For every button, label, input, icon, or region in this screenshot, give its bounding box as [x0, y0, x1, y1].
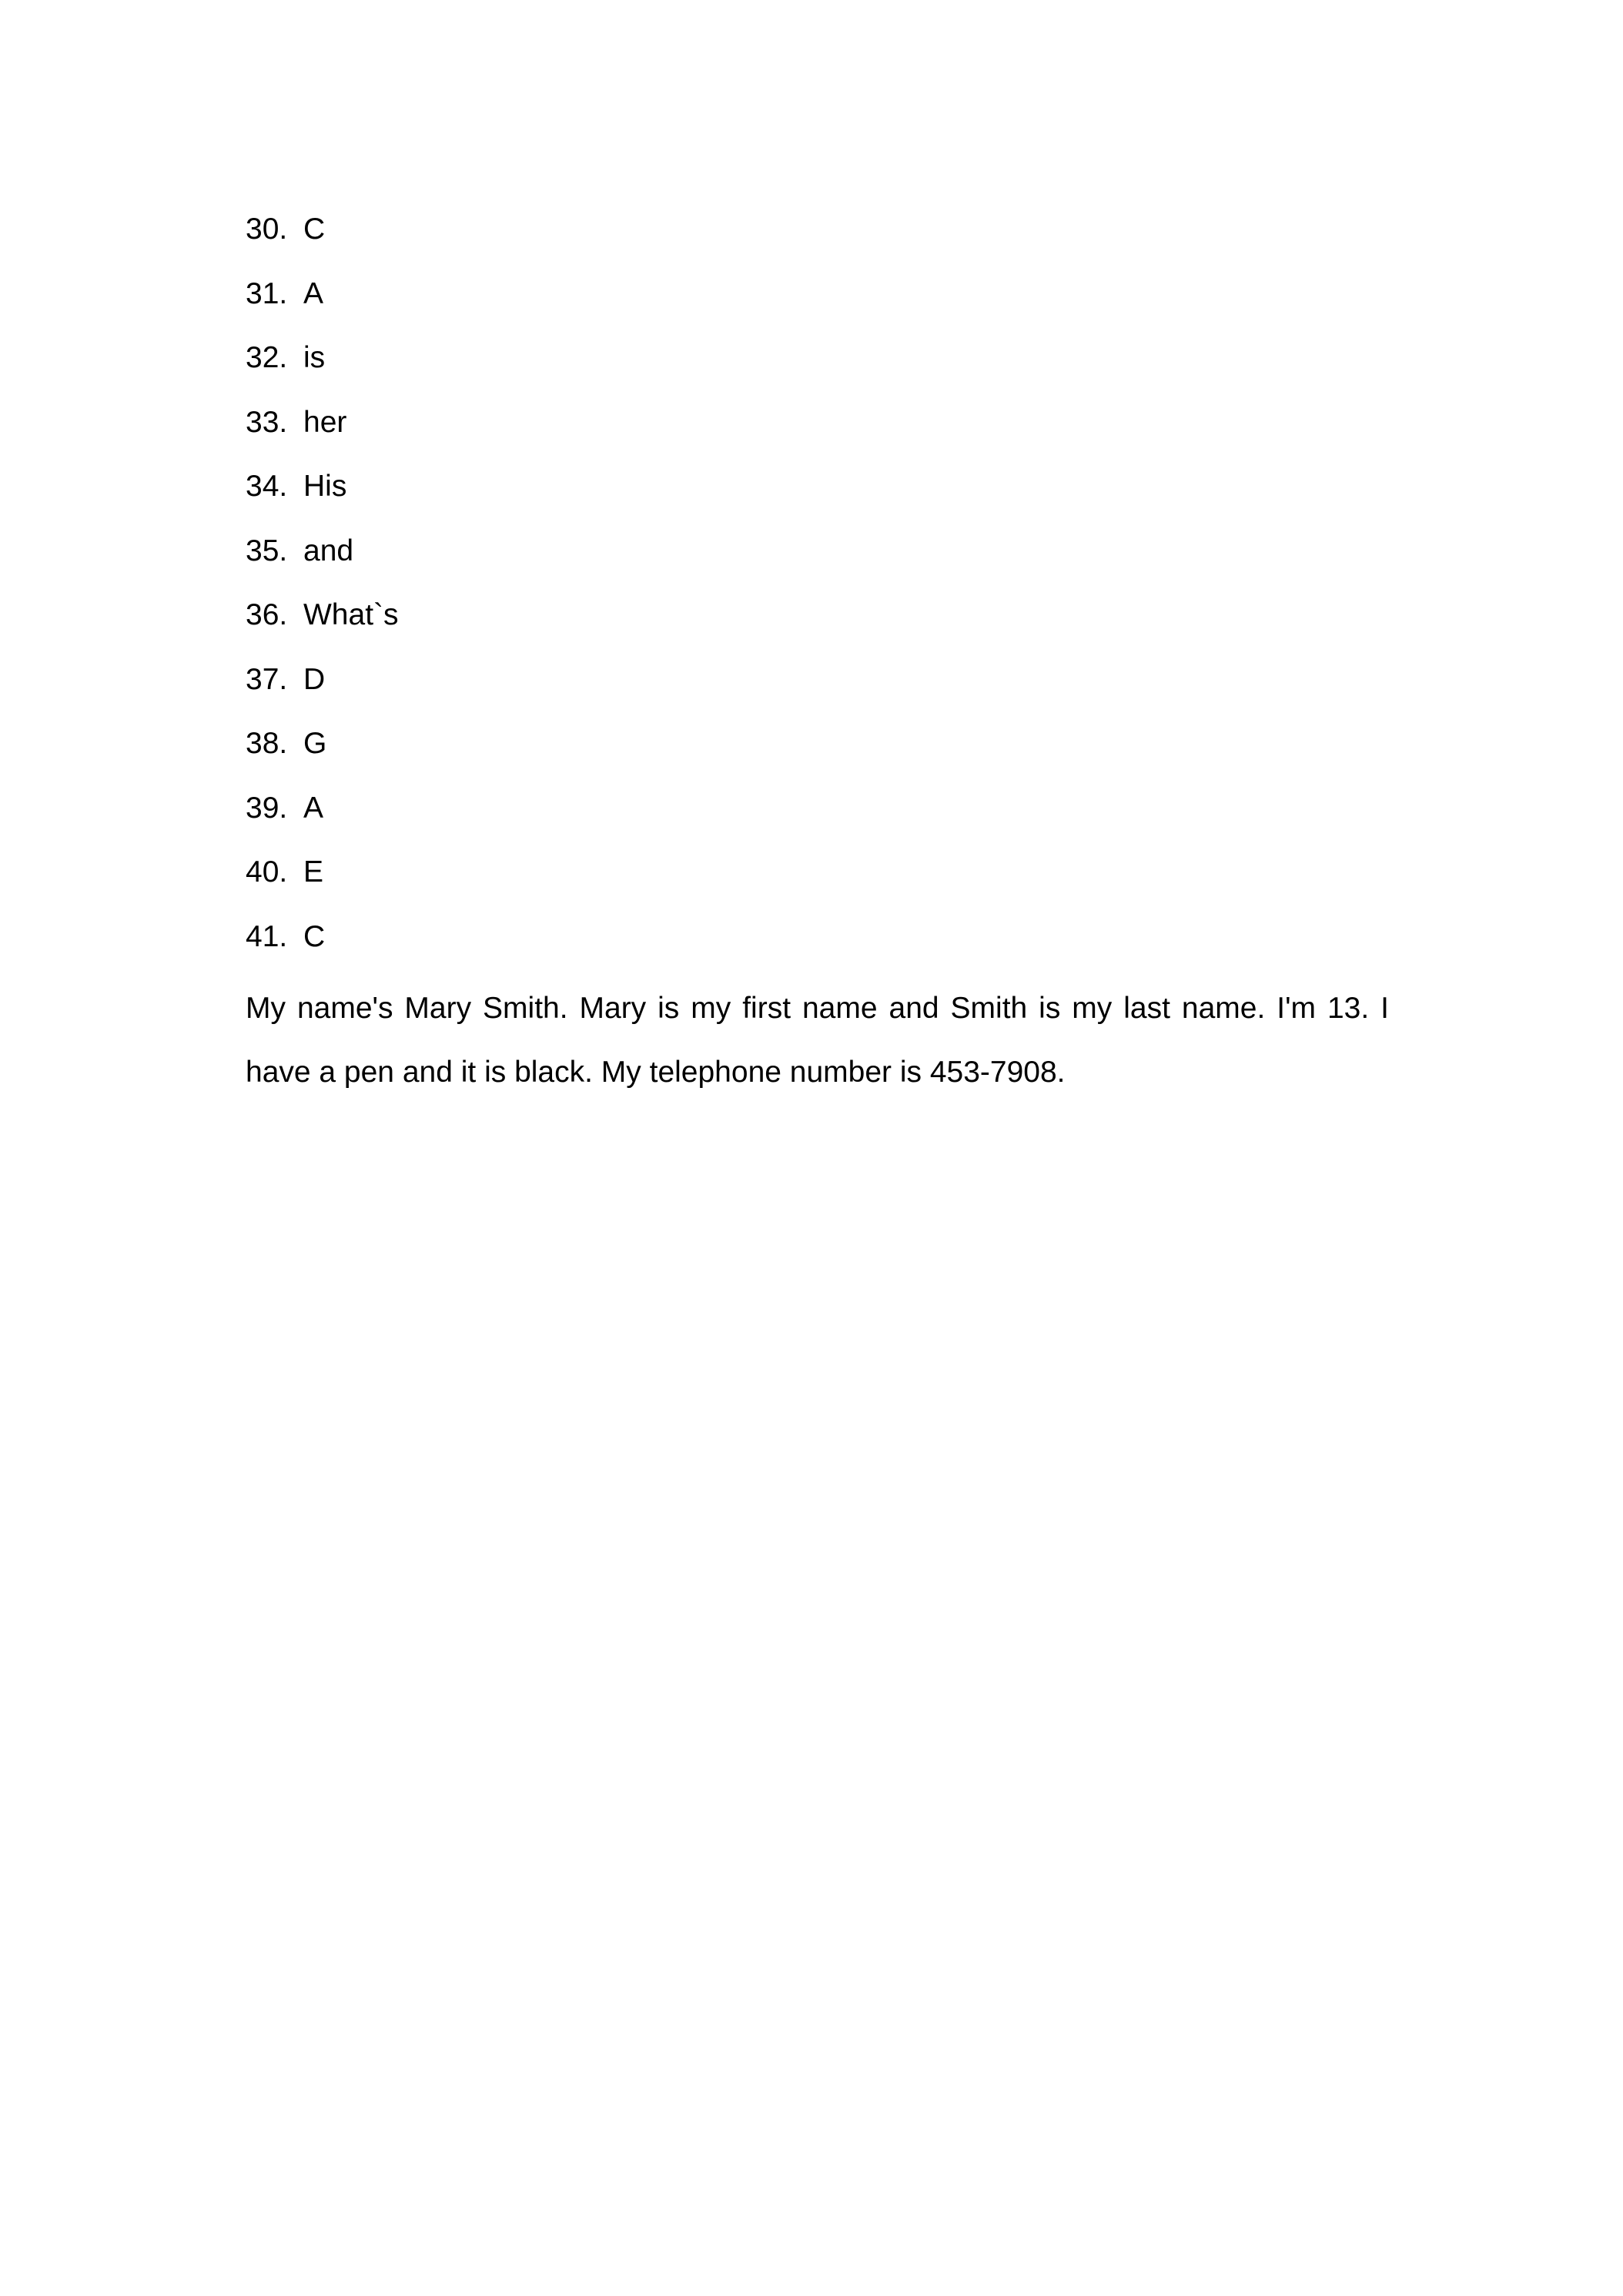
answer-item-40: [246, 848, 1389, 912]
answer-number: 30.: [246, 213, 288, 246]
answer-number: 39.: [246, 791, 288, 825]
answer-number: 36.: [246, 598, 288, 631]
answer-text: C: [303, 213, 326, 246]
answer-text: A: [303, 791, 324, 825]
answer-item-41: [246, 912, 1389, 977]
answer-text: His: [303, 470, 347, 503]
answer-key-content: [246, 205, 1389, 1104]
answer-item-30: [246, 205, 1389, 269]
answer-text: G: [303, 727, 327, 760]
answer-text: C: [303, 919, 326, 953]
answer-item-32: [246, 333, 1389, 398]
answer-item-36: [246, 591, 1389, 655]
answer-item-34: [246, 462, 1389, 527]
answer-number: 40.: [246, 855, 288, 889]
writing-answer: My name's Mary Smith. Mary is my first name and Smith is my last name. I'm 13. I have a pen and it is black. My telephone number is 453-7908.: [246, 992, 1389, 1089]
answer-number: 32.: [246, 341, 288, 374]
answer-number: 33.: [246, 405, 288, 439]
answer-item-39: [246, 784, 1389, 848]
answer-text: What`s: [303, 598, 399, 631]
answer-text: D: [303, 662, 326, 696]
answer-item-38: [246, 719, 1389, 784]
answer-text: E: [303, 855, 324, 889]
answer-item-37: [246, 655, 1389, 720]
answer-number: 38.: [246, 727, 288, 760]
answer-item-31: [246, 269, 1389, 334]
answer-number: 41.: [246, 919, 288, 953]
answer-number: 31.: [246, 276, 288, 310]
answer-number: 37.: [246, 662, 288, 696]
answer-item-33: [246, 398, 1389, 463]
answer-list: [246, 205, 1389, 976]
answer-text: and: [303, 534, 354, 567]
answer-text: is: [303, 341, 326, 374]
answer-number: 35.: [246, 534, 288, 567]
answer-number: 34.: [246, 470, 288, 503]
answer-text: A: [303, 276, 324, 310]
answer-text: her: [303, 405, 347, 439]
answer-item-35: [246, 527, 1389, 591]
